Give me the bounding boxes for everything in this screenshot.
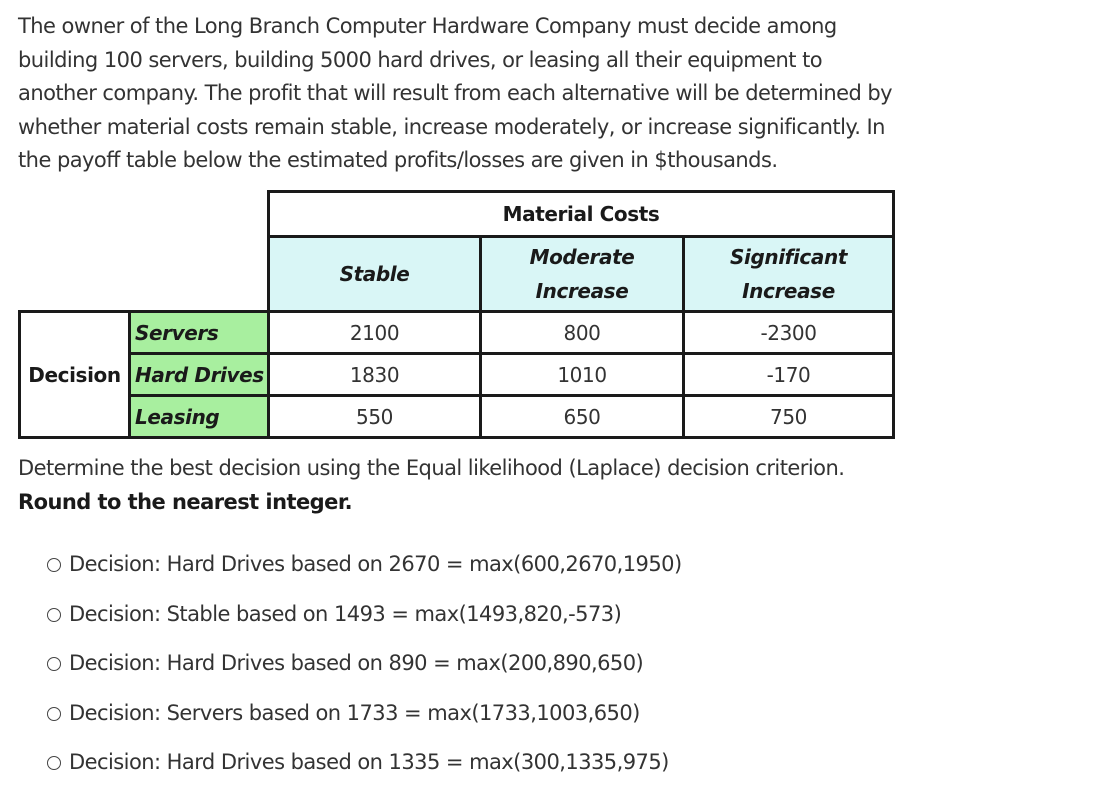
question-text: Determine the best decision using the Equal likelihood (Laplace) decision criterion. <box>18 456 845 480</box>
table-row <box>20 354 894 396</box>
column-header-label: Increase <box>535 279 629 303</box>
column-header-stable <box>269 237 481 312</box>
answer-option[interactable] <box>47 701 682 751</box>
table-cell: 1830 <box>269 354 481 396</box>
column-header-label: Stable <box>339 262 410 286</box>
radio-button-icon[interactable] <box>47 707 61 721</box>
table-corner-lower <box>20 237 269 312</box>
table-cell: 800 <box>481 312 684 354</box>
table-row <box>20 396 894 438</box>
answer-options <box>47 552 682 800</box>
radio-button-icon[interactable] <box>47 756 61 770</box>
rounding-instruction: Round to the nearest integer. <box>18 489 353 514</box>
table-cell: -2300 <box>684 312 894 354</box>
table-row <box>20 312 894 354</box>
column-header-label: Increase <box>742 279 835 303</box>
table-cell: 1010 <box>481 354 684 396</box>
row-label-servers: Servers <box>130 312 269 354</box>
radio-button-icon[interactable] <box>47 657 61 671</box>
problem-statement <box>18 10 898 178</box>
question <box>18 452 844 519</box>
intro-line: the payoff table below the estimated profits/losses are given in $thousands. <box>18 148 778 173</box>
answer-option[interactable] <box>47 552 682 602</box>
row-label-leasing: Leasing <box>130 396 269 438</box>
column-header-label: Moderate <box>529 245 635 269</box>
answer-option[interactable] <box>47 750 682 800</box>
answer-option[interactable] <box>47 602 682 652</box>
answer-option-label[interactable]: Decision: Servers based on 1733 = max(1733,1003,650) <box>69 700 640 725</box>
intro-line: whether material costs remain stable, increase moderately, or increase significantly. In <box>18 114 885 139</box>
column-header-moderate <box>481 237 684 312</box>
table-cell: -170 <box>684 354 894 396</box>
column-header-label: Significant <box>730 245 847 269</box>
table-cell: 2100 <box>269 312 481 354</box>
answer-option-label[interactable]: Decision: Stable based on 1493 = max(1493,820,-573) <box>69 601 622 626</box>
answer-option-label[interactable]: Decision: Hard Drives based on 890 = max(200,890,650) <box>69 651 644 676</box>
radio-button-icon[interactable] <box>47 608 61 622</box>
answer-option-label[interactable]: Decision: Hard Drives based on 2670 = max(600,2670,1950) <box>69 552 682 576</box>
column-header-significant <box>684 237 894 312</box>
material-costs-header: Material Costs <box>269 192 894 237</box>
answer-option[interactable] <box>47 651 682 701</box>
intro-line: another company. The profit that will result from each alternative will be determined by <box>18 81 893 106</box>
table-corner <box>20 192 269 237</box>
table-cell: 550 <box>269 396 481 438</box>
radio-button-icon[interactable] <box>47 558 61 572</box>
intro-line: The owner of the Long Branch Computer Hardware Company must decide among <box>18 14 837 38</box>
row-label-hard-drives: Hard Drives <box>130 354 269 396</box>
payoff-table <box>18 190 895 439</box>
table-cell: 650 <box>481 396 684 438</box>
intro-line: building 100 servers, building 5000 hard drives, or leasing all their equipment to <box>18 47 823 72</box>
table-cell: 750 <box>684 396 894 438</box>
decision-row-group-label: Decision <box>20 312 130 438</box>
answer-option-label[interactable]: Decision: Hard Drives based on 1335 = max(300,1335,975) <box>69 750 669 775</box>
